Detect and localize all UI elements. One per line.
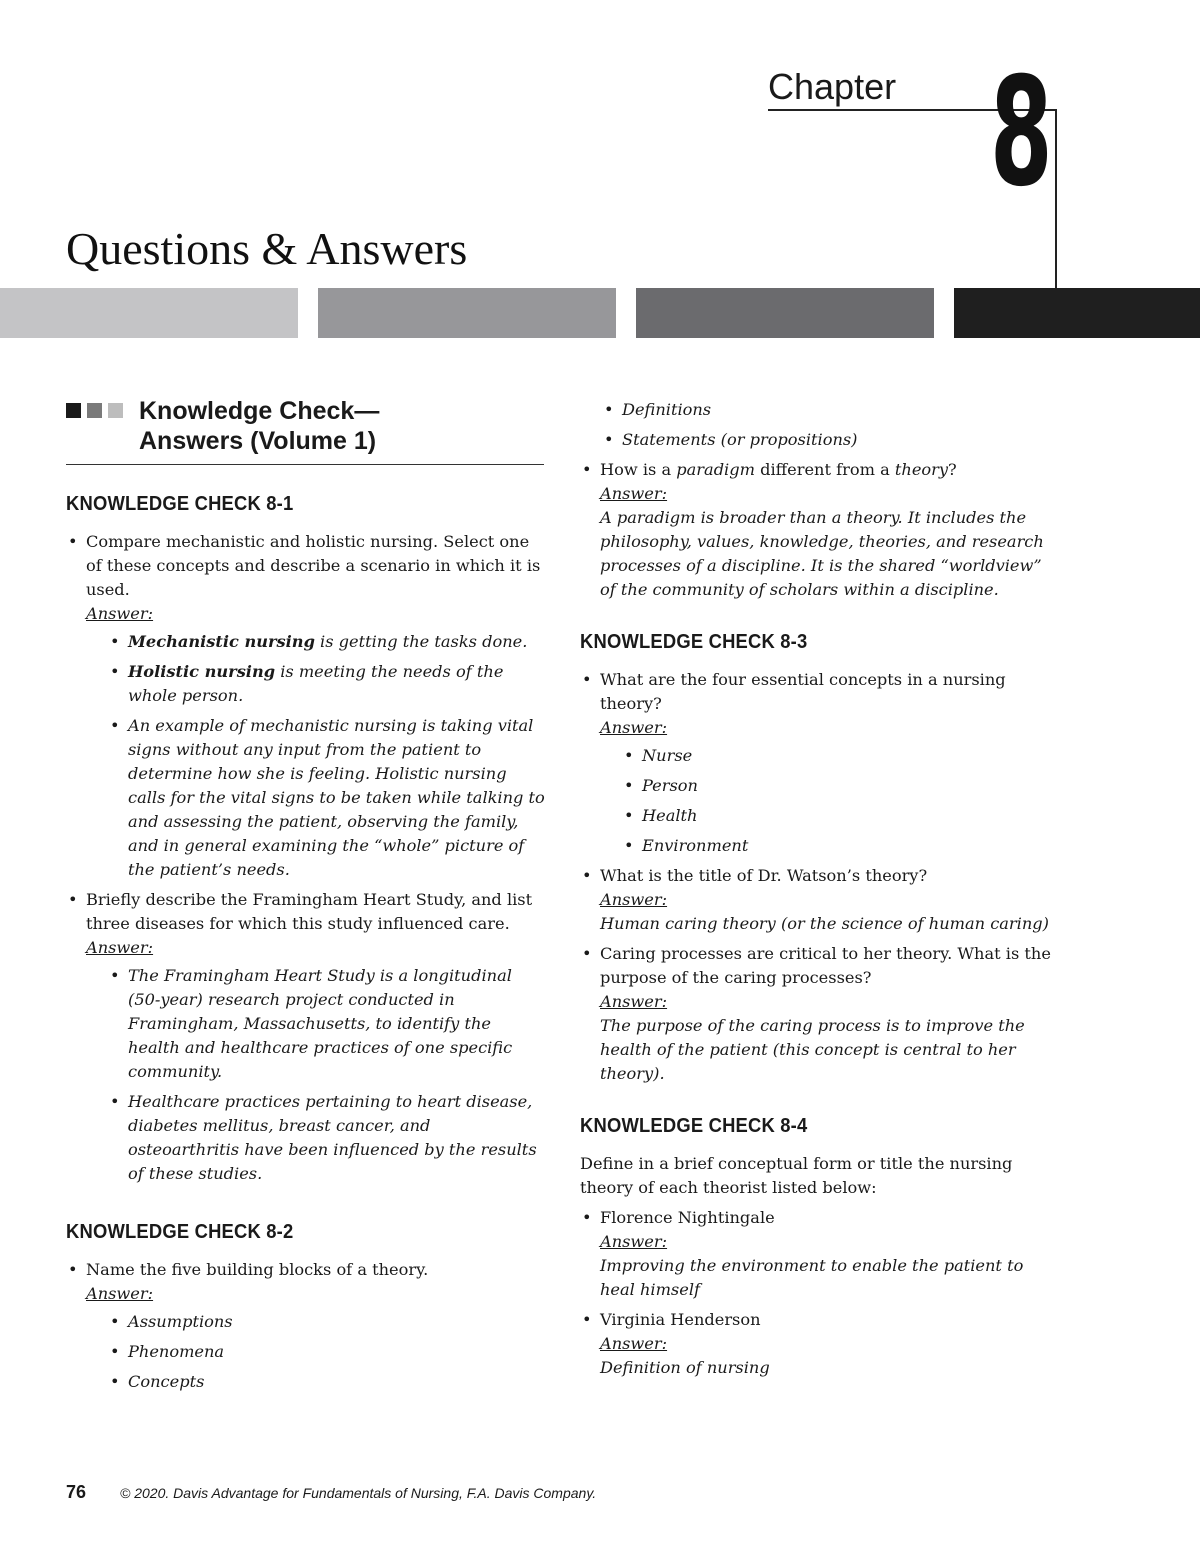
list-item: • Definitions: [602, 398, 1060, 422]
list-item: • Person: [622, 774, 1060, 798]
list-item: • Assumptions: [108, 1310, 546, 1334]
list-item: • Concepts: [108, 1370, 546, 1394]
kc1-question-1: • Compare mechanistic and holistic nursing. Select one of these concepts and describe a scenario in which it is used. Answer: • Mechanistic nursing is getting the tasks done. • Holistic nursing is meeting the needs of the whole person. • An example of mechanistic nursing is taking vital signs without any input from the patient to determine how she is feeling. Holistic nursing calls for the vital signs to be taken while talking to and assessing the patient, observing the family, and in general examining the “whole” picture of the patient’s needs.: [66, 530, 546, 882]
header-band-4: [954, 288, 1200, 338]
list-item: • The Framingham Heart Study is a longitudinal (50-year) research project conducted in Framingham, Massachusetts, to identify the health and healthcare practices of one specific community.: [108, 964, 546, 1084]
answer-text: Definition of nursing: [600, 1358, 770, 1377]
answer-label: Answer:: [600, 890, 668, 909]
list-item: • Nurse: [622, 744, 1060, 768]
left-column: [66, 492, 546, 1400]
copyright-text: © 2020. Davis Advantage for Fundamentals of Nursing, F.A. Davis Company.: [120, 1485, 597, 1501]
kc3-question-2: • What is the title of Dr. Watson’s theory? Answer: Human caring theory (or the science of human caring): [580, 864, 1060, 936]
answer-label: Answer:: [600, 484, 668, 503]
section-square-2: [87, 403, 102, 418]
chapter-label: Chapter: [768, 66, 897, 107]
kc4-theorist-2: • Virginia Henderson Answer: Definition of nursing: [580, 1308, 1060, 1380]
section-square-3: [108, 403, 123, 418]
answer-label: Answer:: [600, 718, 668, 737]
page-title: Questions & Answers: [66, 223, 468, 274]
answer-text: Human caring theory (or the science of human caring): [600, 914, 1049, 933]
header-band-3: [636, 288, 934, 338]
list-item: • Healthcare practices pertaining to heart disease, diabetes mellitus, breast cancer, and osteoarthritis have been influenced by the results of these studies.: [108, 1090, 546, 1186]
section-heading: [66, 396, 544, 465]
list-item: • Health: [622, 804, 1060, 828]
list-item: • Mechanistic nursing is getting the tasks done.: [108, 630, 546, 654]
chapter-number: 8: [990, 46, 1053, 220]
answer-label: Answer:: [86, 1284, 154, 1303]
list-item: • Holistic nursing is meeting the needs of the whole person.: [108, 660, 546, 708]
kc1-heading: KNOWLEDGE CHECK 8-1: [66, 493, 294, 515]
right-column: [580, 398, 1060, 1386]
header-band-1: [0, 288, 298, 338]
answer-label: Answer:: [600, 992, 668, 1011]
answer-label: Answer:: [600, 1232, 668, 1251]
answer-label: Answer:: [86, 938, 154, 957]
list-item: • Phenomena: [108, 1340, 546, 1364]
page-number: 76: [66, 1482, 87, 1502]
list-item: • Statements (or propositions): [602, 428, 1060, 452]
kc2-question-2: • How is a paradigm different from a theory? Answer: A paradigm is broader than a theory. It includes the philosophy, values, knowledge, theories, and research processes of a discipline. It is the shared “worldview” of the community of scholars within a discipline.: [580, 458, 1060, 602]
kc4-theorist-1: • Florence Nightingale Answer: Improving the environment to enable the patient to heal himself: [580, 1206, 1060, 1302]
kc3-heading: KNOWLEDGE CHECK 8-3: [580, 631, 808, 653]
chapter-rule-vertical: [1055, 109, 1057, 289]
answer-label: Answer:: [600, 1334, 668, 1353]
kc2-question-1: • Name the five building blocks of a theory. Answer: • Assumptions • Phenomena • Concepts: [66, 1258, 546, 1394]
header-band-2: [318, 288, 616, 338]
kc2-heading: KNOWLEDGE CHECK 8-2: [66, 1221, 294, 1243]
kc3-question-3: • Caring processes are critical to her theory. What is the purpose of the caring processes? Answer: The purpose of the caring process is to improve the health of the patient (this concept is central to her theory).: [580, 942, 1060, 1086]
answer-label: Answer:: [86, 604, 154, 623]
list-item: • Environment: [622, 834, 1060, 858]
answer-text: A paradigm is broader than a theory. It includes the philosophy, values, knowledge, theories, and research processes of a discipline. It is the shared “worldview” of the community of scholars within a discipline.: [600, 508, 1044, 599]
list-item: • An example of mechanistic nursing is taking vital signs without any input from the patient to determine how she is feeling. Holistic nursing calls for the vital signs to be taken while talking to and assessing the patient, observing the family, and in general examining the “whole” picture of the patient’s needs.: [108, 714, 546, 882]
section-square-1: [66, 403, 81, 418]
answer-text: Improving the environment to enable the patient to heal himself: [600, 1256, 1024, 1299]
kc4-intro: Define in a brief conceptual form or title the nursing theory of each theorist listed below:: [580, 1154, 1013, 1197]
kc4-heading: KNOWLEDGE CHECK 8-4: [580, 1115, 808, 1137]
answer-text: The purpose of the caring process is to improve the health of the patient (this concept is central to her theory).: [600, 1016, 1025, 1083]
kc3-question-1: • What are the four essential concepts in a nursing theory? Answer: • Nurse • Person • Health • Environment: [580, 668, 1060, 858]
section-title: Knowledge Check— Answers (Volume 1): [139, 397, 380, 455]
kc1-question-2: • Briefly describe the Framingham Heart Study, and list three diseases for which this study influenced care. Answer: • The Framingham Heart Study is a longitudinal (50-year) research project conducted in Framingham, Massachusetts, to identify the health and healthcare practices of one specific community. • Healthcare practices pertaining to heart disease, diabetes mellitus, breast cancer, and osteoarthritis have been influenced by the results of these studies.: [66, 888, 546, 1186]
